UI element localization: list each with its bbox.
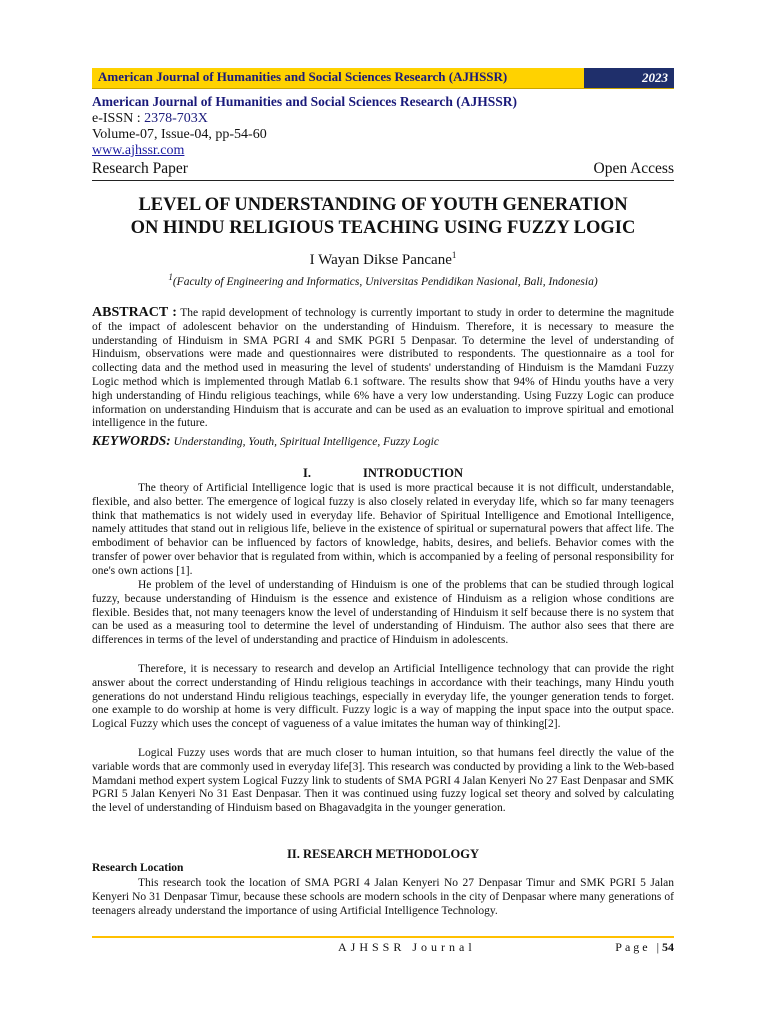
footer-rule [92, 936, 674, 938]
running-header-journal: American Journal of Humanities and Social Sciences Research (AJHSSR) [98, 69, 508, 84]
author-sup: 1 [451, 250, 457, 260]
intro-paragraph-1: The theory of Artificial Intelligence logic that is used is more practical because it is not difficult, understandable, flexible, and also better. The emergence of logical fuzzy is also closely related in everyday life, which so far many teenagers think that mathematics is not widely used in everyday life. Behavior of Spiritual Intelligence and Emotional Intelligence, namely attitudes that stand out in religious life, believe in the existence of spiritual or supernatural powers that affect life. The embodiment of behavior can be influenced by factors of knowledge, habits, desires, and beliefs. Behavior comes with the transfer of power over behavior that is regulated from within, which is accompanied by a feeling of personal responsibility for one's own actions [1]. [92, 482, 674, 577]
running-header-year: 2023 [584, 68, 674, 88]
website-link[interactable]: www.ajhssr.com [92, 143, 185, 158]
access-type: Open Access [593, 160, 674, 177]
footer-journal: AJHSSR Journal [338, 940, 476, 954]
section-heading-methodology: II. RESEARCH METHODOLOGY [286, 847, 480, 861]
methodology-paragraph-1: This research took the location of SMA PGRI 4 Jalan Kenyeri No 27 Denpasar Timur and SMK PGRI 5 Jalan Kenyeri No 31 Denpasar Timur, because these schools are modern schools in the city of Denpasar where many generations of teenagers already understand the importance of using Artificial Intelligence Technology. [92, 877, 674, 917]
footer-page-number: 54 [662, 940, 674, 954]
volume-line: Volume-07, Issue-04, pp-54-60 [92, 127, 267, 142]
title-line-2: ON HINDU RELIGIOUS TEACHING USING FUZZY LOGIC [130, 218, 636, 238]
author-name: I Wayan Dikse Pancane [309, 252, 452, 268]
footer-page-label: Page | [615, 940, 662, 954]
issn-value: 2378-703X [144, 111, 208, 126]
running-header [92, 68, 674, 89]
intro-paragraph-4: Logical Fuzzy uses words that are much closer to human intuition, so that humans feel directly the value of the variable words that are commonly used in everyday life[3]. This research was conducted by providing a link to the Web-based Mamdani method expert system Logical Fuzzy link to students of SMA PGRI 4 Jalan Kenyeri No 27 East Denpasar and SMK PGRI 5 Jalan Kenyeri No 31 East Denpasar. Then it was continued using fuzzy logical set theory and solved by calculating the level of understanding of Hinduism based on Bhagavadgita in the younger generation. [92, 747, 674, 815]
affiliation-line [92, 272, 674, 288]
paper-title [92, 194, 674, 240]
affiliation-sup: 1 [168, 272, 173, 282]
intro-paragraph-2: He problem of the level of understanding of Hinduism is one of the problems that can be studied through logical fuzzy, because understanding of Hinduism is the essence and existence of Hinduism as a religion whose conditions are flexible. Besides that, not many teenagers know the level of understanding of Hinduism it self because there is no system that can be used as a measuring tool to determine the level of understanding of Hinduism. The author also sees that there are differences in terms of the level of understanding and practice of Hinduism in adolescents. [92, 579, 674, 647]
title-line-1: LEVEL OF UNDERSTANDING OF YOUTH GENERATION [138, 195, 628, 215]
section-number: I. [302, 466, 311, 480]
section-heading-introduction [92, 466, 674, 481]
affiliation: (Faculty of Engineering and Informatics, Universitas Pendidikan Nasional, Bali, Indonesia) [172, 275, 598, 288]
issn-line [92, 111, 208, 127]
keywords [92, 434, 674, 450]
section-title: INTRODUCTION [362, 466, 463, 480]
paper-type-row [92, 160, 674, 181]
abstract [92, 306, 674, 431]
page-footer [92, 940, 674, 958]
footer-page [615, 940, 674, 955]
keywords-text: Understanding, Youth, Spiritual Intelligence, Fuzzy Logic [173, 436, 439, 448]
abstract-label: ABSTRACT : [92, 305, 177, 320]
subsection-heading: Research Location [92, 862, 184, 874]
author-line [92, 250, 674, 269]
abstract-text: The rapid development of technology is currently important to study in order to determine the magnitude of the impact of adolescent behavior on the understanding of Hinduism. Therefore, it is necessary to measure the understanding of Hinduism in SMA PGRI 4 and SMK PGRI 5 Denpasar. To determine the level of understanding of Hinduism, observations were made and questionnaires were distributed to respondents. The questionnaire as a tool for collecting data and the method used in measuring the level of students' understanding of Hinduism is the Mamdani Fuzzy Logic method which is implemented through Matlab 6.1 software. The results show that 94% of Hindu youths have a very high understanding of Hindu religious teachings, while 6% have a very low understanding. Using Fuzzy Logic can produce information on understanding Hinduism that is accurate and can be used as an evaluation to improve spiritual and emotional intelligence in the future. [92, 307, 674, 430]
issn-label: e-ISSN : [92, 111, 141, 126]
journal-name: American Journal of Humanities and Social Sciences Research (AJHSSR) [92, 94, 517, 109]
keywords-label: KEYWORDS: [92, 433, 171, 448]
intro-paragraph-3: Therefore, it is necessary to research and develop an Artificial Intelligence technology that can provide the right answer about the correct understanding of Hindu religious teachings in accordance with their teachings, many Hindu youth generations do not understand Hindu religious teachings, especially in everyday life, the younger generation tends to forget. one example to do worship at home is very difficult. Fuzzy logic is a way of mapping the input space into the output space. Logical Fuzzy which uses the concept of vagueness of a value imitates the human way of thinking[2]. [92, 663, 674, 731]
website-link-line [92, 143, 184, 159]
paper-type: Research Paper [92, 160, 188, 177]
